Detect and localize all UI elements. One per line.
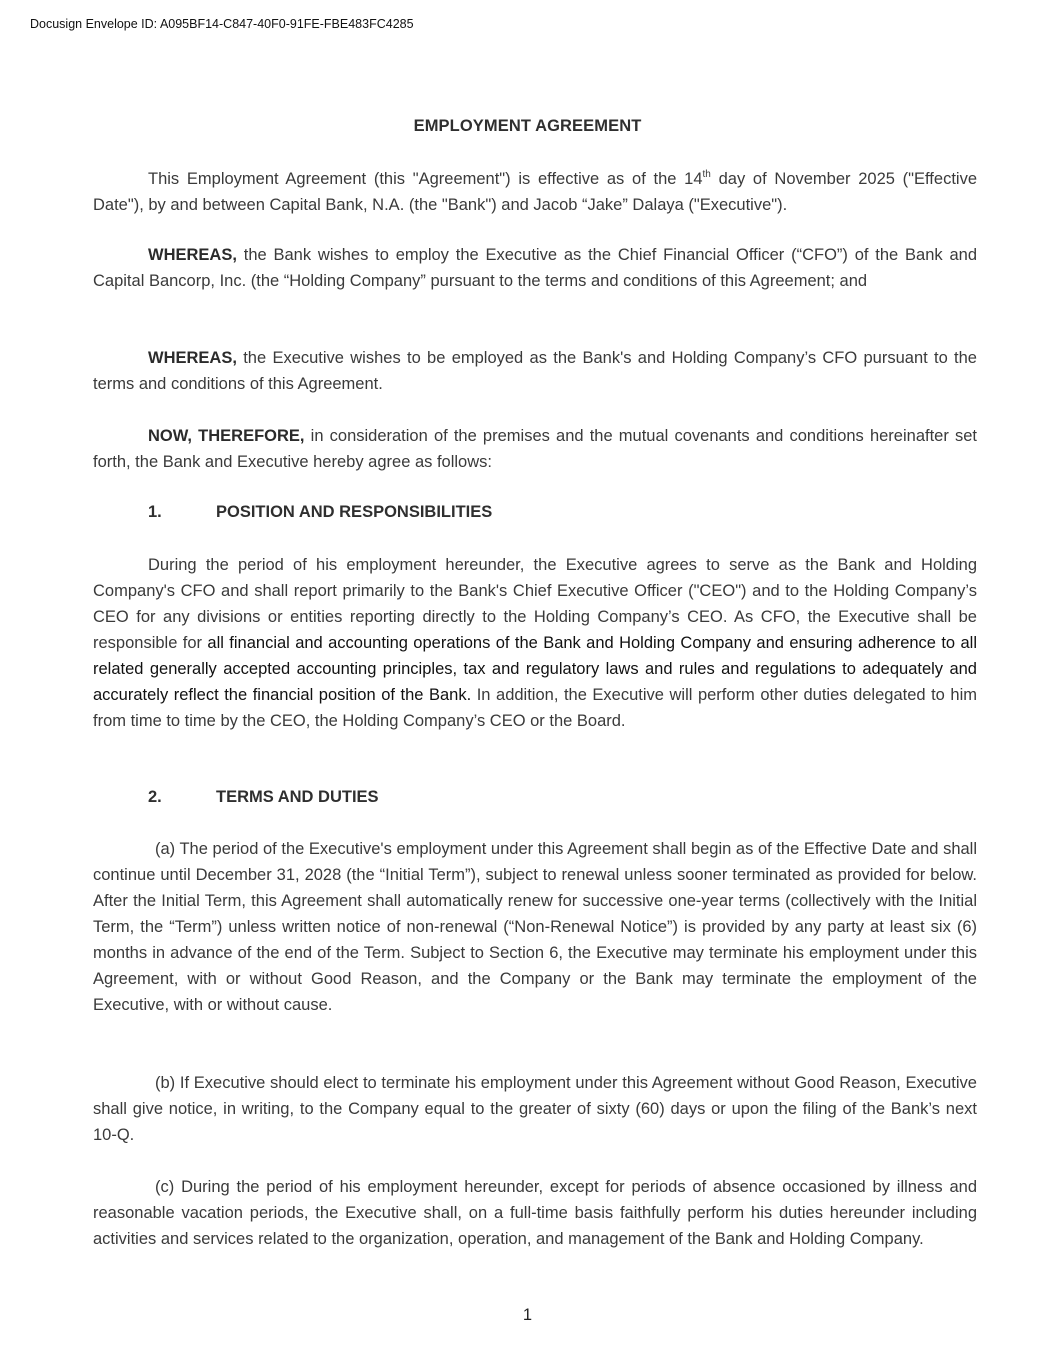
section-2-text-a: (a) The period of the Executive's employment under this Agreement shall begin as of the Effective Date and shall continue until December 31, 2028 (the “Initial Term”), subject to renewal unless sooner terminated as provided for below. After the Initial Term, this Agreement shall automatically renew for successive one-year terms (collectively with the Initial Term, the “Term”) unless written notice of non-renewal (“Non-Renewal Notice”) is provided by any party at least six (6) months in advance of the end of the Term. Subject to Section 6, the Executive may terminate his employment under this Agreement, with or without Good Reason, and the Company or the Bank may terminate the employment of the Executive, with or without cause. [93,840,977,1014]
page-number: 1 [522,1306,533,1324]
now-therefore-lead: NOW, THEREFORE, [148,427,305,445]
whereas-lead-1: WHEREAS, [148,246,237,264]
intro-paragraph [93,166,977,218]
section-2-paragraph-a [93,836,977,1018]
envelope-id: Docusign Envelope ID: A095BF14-C847-40F0-91FE-FBE483FC4285 [30,17,414,31]
whereas-lead-2: WHEREAS, [148,349,237,367]
intro-text-b: day of November 2025 ("Effective Date"), by and between Capital Bank, N.A. (the "Bank") and Jacob “Jake” Dalaya ("Executive"). [93,170,977,214]
section-1-paragraph [93,552,977,734]
section-2-text-c: (c) During the period of his employment hereunder, except for periods of absence occasioned by illness and reasonable vacation periods, the Executive shall, on a full-time basis faithfully perform his duties hereunder including activities and services related to the organization, operation, and management of the Bank and Holding Company. [93,1178,977,1248]
section-2-heading [148,788,379,807]
intro-superscript: th [702,169,711,180]
whereas-paragraph-2 [93,345,977,397]
now-therefore-paragraph [93,423,977,475]
section-2-text-b: (b) If Executive should elect to terminate his employment under this Agreement without Good Reason, Executive shall give notice, in writing, to the Company equal to the greater of sixty (60) days or upon the filing of the Bank’s next 10-Q. [93,1074,977,1144]
document-title: EMPLOYMENT AGREEMENT [413,117,642,135]
whereas-paragraph-1 [93,242,977,294]
section-1-number: 1. [148,503,162,521]
section-1-text-b: all financial and accounting operations of the Bank and Holding Company and ensuring adherence to all related generally accepted accounting principles, tax and regulatory laws and rules and regulations to adequately and accurately reflect the financial position of the Bank. [93,634,977,704]
now-therefore-text: in consideration of the premises and the mutual covenants and conditions hereinafter set forth, the Bank and Executive hereby agree as follows: [93,427,978,471]
section-2-number: 2. [148,788,162,806]
section-1-title: POSITION AND RESPONSIBILITIES [216,503,493,521]
section-2-paragraph-c [93,1174,977,1252]
section-1-text-c: In addition, the Executive will perform other duties delegated to him from time to time by the CEO, the Holding Company’s CEO or the Board. [93,686,977,730]
intro-text-a: This Employment Agreement (this "Agreement") is effective as of the 14 [148,170,703,188]
section-2-title: TERMS AND DUTIES [216,788,379,806]
section-2-paragraph-b [93,1070,977,1148]
whereas-text-1: the Bank wishes to employ the Executive as the Chief Financial Officer (“CFO”) of the Bank and Capital Bancorp, Inc. (the “Holding Company” pursuant to the terms and conditions of this Agreement; and [93,246,977,290]
whereas-text-2: the Executive wishes to be employed as the Bank's and Holding Company’s CFO pursuant to the terms and conditions of this Agreement. [93,349,977,393]
section-1-heading [148,503,492,522]
section-1-text-a: During the period of his employment hereunder, the Executive agrees to serve as the Bank and Holding Company's CFO and shall report primarily to the Bank's Chief Executive Officer ("CEO") and to the Holding Company’s CEO for any divisions or entities reporting directly to the Holding Company’s CEO. As CFO, the Executive shall be responsible for [93,556,977,652]
